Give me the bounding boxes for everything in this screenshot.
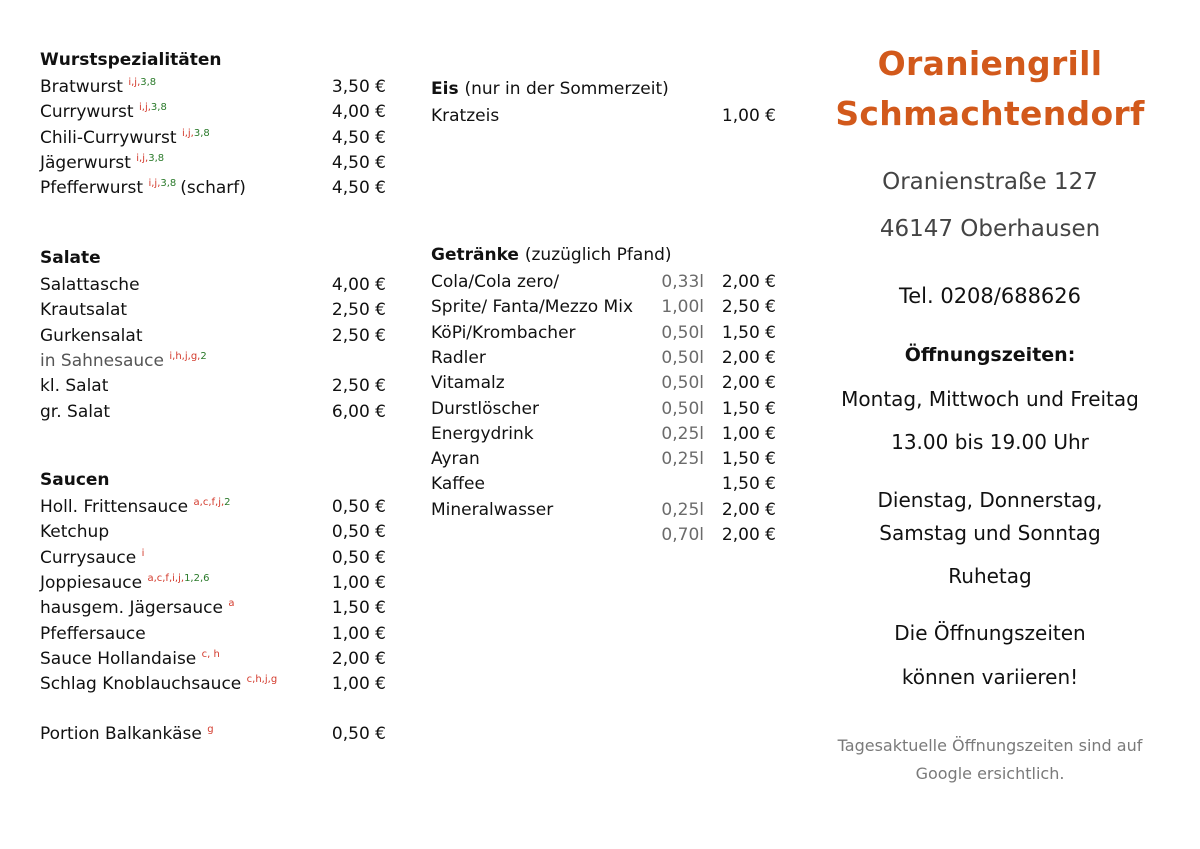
- item-name: [40, 126, 210, 151]
- item-price: 1,50 €: [721, 322, 776, 343]
- item-label: Currywurst: [40, 102, 134, 123]
- item-label: Energydrink: [431, 423, 534, 444]
- additive-codes: 3,8: [160, 178, 177, 190]
- item-volume: 0,50l: [661, 347, 704, 368]
- item-name: [40, 100, 167, 125]
- allergen-codes: a,c,f,j,: [193, 497, 225, 508]
- item-label: kl. Salat: [40, 376, 109, 397]
- allergen-codes: i,j,: [181, 127, 194, 139]
- item-price: 1,50 €: [721, 449, 776, 470]
- additive-codes: 1,2,6: [184, 572, 210, 584]
- item-name: [431, 295, 633, 320]
- item-volume: 0,50l: [661, 322, 704, 343]
- item-price: 2,00 €: [721, 347, 776, 368]
- item-label: Currysauce: [40, 547, 137, 568]
- item-price: 2,00 €: [721, 373, 776, 394]
- note-line2: Google ersichtlich.: [915, 764, 1065, 783]
- item-name: [40, 273, 140, 298]
- section-title-saucen: Saucen: [40, 470, 110, 490]
- item-label: Jägerwurst: [40, 152, 131, 173]
- menu-row: [40, 126, 386, 151]
- item-price: 1,00 €: [331, 572, 386, 593]
- item-label: Kaffee: [431, 474, 485, 495]
- item-label: Kratzeis: [431, 106, 500, 126]
- menu-row: [40, 546, 386, 571]
- opening-days: Montag, Mittwoch und Freitag: [841, 387, 1139, 411]
- item-price: 1,50 €: [331, 598, 386, 619]
- item-name: [431, 422, 534, 447]
- shop-name-line2: Schmachtendorf: [835, 94, 1145, 133]
- eis-subtitle: (nur in der Sommerzeit): [464, 79, 669, 99]
- item-price: 2,50 €: [331, 325, 386, 346]
- menu-row: [40, 374, 386, 399]
- item-price: 1,50 €: [721, 474, 776, 495]
- menu-row: [40, 324, 386, 349]
- item-volume: 0,70l: [661, 525, 704, 545]
- section-title-wurst: Wurstspezialitäten: [40, 50, 222, 70]
- item-price: 0,50 €: [331, 724, 386, 744]
- address-city: 46147 Oberhausen: [879, 216, 1101, 242]
- menu-row: [431, 447, 776, 472]
- menu-row: [40, 596, 386, 621]
- item-name: [40, 151, 164, 176]
- item-label: Portion Balkankäse: [40, 724, 202, 744]
- menu-row: [40, 151, 386, 176]
- item-price: 2,50 €: [331, 376, 386, 397]
- allergen-codes: i,j,: [136, 152, 149, 164]
- item-volume: 0,25l: [661, 423, 704, 444]
- menu-row: [40, 298, 386, 323]
- menu-row: [40, 273, 386, 298]
- additive-codes: 3,8: [150, 102, 167, 114]
- item-price: 6,00 €: [331, 401, 386, 422]
- item-name: [40, 298, 127, 323]
- item-label: Bratwurst: [40, 77, 123, 97]
- menu-row: [431, 397, 776, 422]
- menu-row: [40, 495, 386, 520]
- menu-row: [40, 672, 386, 697]
- item-label: Ketchup: [40, 522, 110, 543]
- item-name: [431, 321, 576, 346]
- allergen-codes: i,j,: [148, 178, 161, 190]
- item-volume: 0,25l: [661, 449, 704, 470]
- item-name: [40, 672, 277, 697]
- item-name: [40, 75, 156, 100]
- item-name: [40, 571, 210, 596]
- item-label: Salattasche: [40, 275, 140, 295]
- item-volume: 0,25l: [661, 499, 704, 520]
- item-price: 1,00 €: [721, 106, 776, 126]
- allergen-codes: a,c,f,i,j,: [147, 572, 185, 584]
- item-volume: 0,50l: [661, 373, 704, 394]
- item-label: Chili-Currywurst: [40, 127, 177, 148]
- item-price: 4,00 €: [331, 102, 386, 123]
- item-label: Sauce Hollandaise: [40, 648, 197, 669]
- item-name: [40, 400, 110, 425]
- item-label: Pfefferwurst: [40, 178, 144, 199]
- item-name: [40, 546, 144, 571]
- hours-variation-line2: können variieren!: [901, 665, 1079, 689]
- item-note: (scharf): [180, 178, 246, 199]
- item-label: Radler: [431, 347, 486, 368]
- item-price: 2,00 €: [721, 525, 776, 545]
- item-price: 2,00 €: [721, 499, 776, 520]
- item-volume: 0,33l: [661, 272, 704, 292]
- item-volume: 0,50l: [661, 398, 704, 419]
- item-price: 1,00 €: [331, 623, 386, 644]
- closed-days-line1: Dienstag, Donnerstag,: [877, 488, 1103, 512]
- item-name: [431, 447, 480, 472]
- menu-row: [431, 295, 776, 320]
- menu-row: [431, 270, 776, 295]
- getraenke-subtitle: (zuzüglich Pfand): [524, 245, 672, 265]
- menu-row: [431, 346, 776, 371]
- item-label: Mineralwasser: [431, 499, 554, 520]
- item-name: [431, 371, 505, 396]
- item-price: 2,00 €: [331, 648, 386, 669]
- allergen-codes: i,j,: [128, 77, 141, 88]
- item-price: 4,50 €: [331, 152, 386, 173]
- item-price: 4,00 €: [331, 275, 386, 295]
- item-label: Pfeffersauce: [40, 623, 146, 644]
- menu-row: [431, 104, 776, 129]
- item-name: [40, 722, 214, 747]
- item-price: 0,50 €: [331, 497, 386, 517]
- opening-hours-title: Öffnungszeiten:: [904, 344, 1076, 366]
- item-name: [431, 346, 486, 371]
- menu-row: [431, 472, 776, 497]
- item-label: Krautsalat: [40, 300, 128, 321]
- item-price: 0,50 €: [331, 547, 386, 568]
- menu-row: [431, 371, 776, 396]
- additive-codes: 3,8: [193, 127, 210, 139]
- menu-row: [40, 520, 386, 545]
- item-label: Sprite/ Fanta/Mezzo Mix: [431, 297, 633, 318]
- item-name: [431, 498, 553, 523]
- item-name: [431, 104, 499, 129]
- item-label: Cola/Cola zero/: [431, 272, 560, 292]
- phone-number: Tel. 0208/688626: [898, 284, 1082, 308]
- item-price: 1,00 €: [721, 423, 776, 444]
- item-label: hausgem. Jägersauce: [40, 598, 223, 619]
- section-title-salate: Salate: [40, 248, 101, 268]
- item-label: KöPi/Krombacher: [431, 322, 576, 343]
- item-price: 3,50 €: [331, 77, 386, 97]
- item-price: 2,00 €: [721, 272, 776, 292]
- item-name: [431, 270, 559, 295]
- item-price: 1,50 €: [721, 398, 776, 419]
- menu-row: [40, 75, 386, 100]
- menu-row: [40, 647, 386, 672]
- allergen-codes: i,h,j,g,: [169, 350, 201, 362]
- menu-row: [431, 422, 776, 447]
- menu-row: [40, 100, 386, 125]
- allergen-codes: a: [228, 598, 235, 610]
- item-name: [40, 596, 235, 621]
- closed-days-line2: Samstag und Sonntag: [879, 521, 1101, 545]
- item-name: [40, 520, 109, 545]
- additive-codes: 3,8: [148, 152, 165, 164]
- item-price: 4,50 €: [331, 178, 386, 199]
- item-name: [40, 324, 143, 349]
- additive-codes: 2: [224, 497, 231, 508]
- additive-codes: 2: [200, 350, 207, 362]
- item-name: [40, 622, 146, 647]
- allergen-codes: i,j,: [138, 102, 151, 114]
- eis-title: Eis: [431, 79, 459, 99]
- item-label: Durstlöscher: [431, 398, 539, 419]
- closed-label: Ruhetag: [948, 564, 1032, 588]
- menu-row: [40, 722, 386, 747]
- section-title-eis: [431, 79, 669, 99]
- menu-row: [40, 622, 386, 647]
- shop-name-line1: Oraniengrill: [877, 44, 1103, 83]
- item-name: [40, 495, 231, 520]
- item-label: Schlag Knoblauchsauce: [40, 674, 242, 695]
- item-label: Ayran: [431, 449, 480, 470]
- item-name: [431, 472, 485, 497]
- additive-codes: 3,8: [140, 77, 157, 88]
- allergen-codes: i: [141, 547, 145, 559]
- allergen-codes: g: [207, 724, 214, 735]
- item-price: 4,50 €: [331, 127, 386, 148]
- menu-row: [40, 400, 386, 425]
- item-label: Vitamalz: [431, 373, 505, 394]
- allergen-codes: c, h: [201, 648, 220, 660]
- item-name: [431, 397, 539, 422]
- item-name: [40, 374, 108, 399]
- item-name: [40, 349, 207, 374]
- allergen-codes: c,h,j,g: [246, 674, 278, 686]
- item-label: gr. Salat: [40, 401, 111, 422]
- item-label: Holl. Frittensauce: [40, 497, 189, 517]
- menu-row: [40, 571, 386, 596]
- item-price: 2,50 €: [331, 300, 386, 321]
- menu-row: [431, 321, 776, 346]
- item-name: [40, 647, 220, 672]
- item-price: 2,50 €: [721, 297, 776, 318]
- opening-time: 13.00 bis 19.00 Uhr: [891, 430, 1089, 454]
- hours-variation-line1: Die Öffnungszeiten: [894, 621, 1086, 645]
- item-label: in Sahnesauce: [40, 350, 164, 371]
- menu-row: [431, 498, 776, 523]
- address-street: Oranienstraße 127: [882, 169, 1098, 195]
- item-price: 1,00 €: [331, 674, 386, 695]
- section-title-getraenke: [431, 245, 672, 265]
- item-volume: 1,00l: [661, 297, 704, 318]
- item-label: Gurkensalat: [40, 325, 143, 346]
- item-name: [40, 176, 246, 201]
- item-price: 0,50 €: [331, 522, 386, 543]
- item-label: Joppiesauce: [40, 572, 143, 593]
- getraenke-title: Getränke: [431, 245, 519, 265]
- note-line1: Tagesaktuelle Öffnungszeiten sind auf: [837, 736, 1143, 755]
- menu-row: [40, 349, 386, 374]
- menu-row: [40, 176, 386, 201]
- menu-row: [431, 523, 776, 548]
